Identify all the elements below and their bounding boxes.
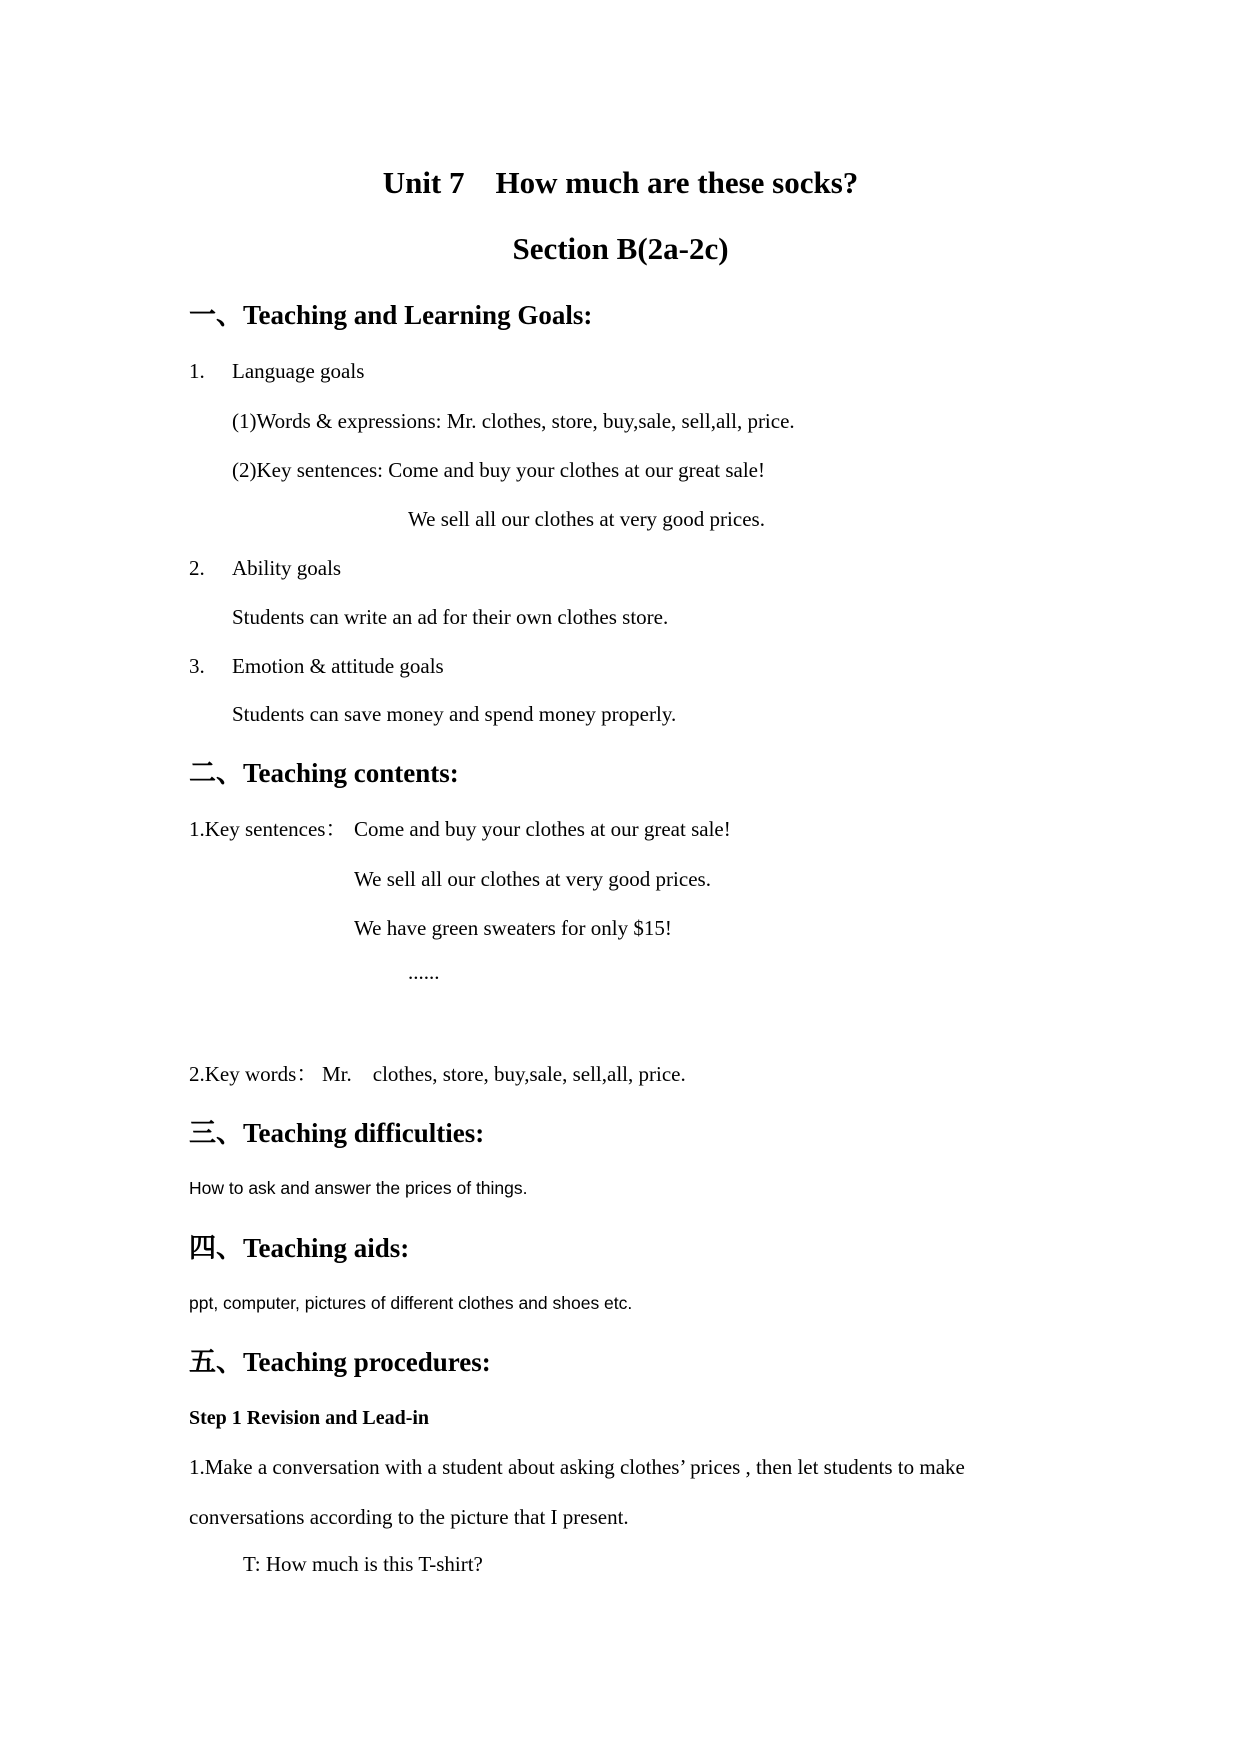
key-sentence-ellipsis: ......: [408, 960, 440, 984]
aids-heading: 四、Teaching aids:: [189, 1233, 410, 1263]
key-sentences-label: 1.Key sentences：: [189, 817, 347, 841]
key-sentence: We have green sweaters for only $15!: [354, 916, 672, 940]
goal-detail-ability: Students can write an ad for their own clothes store.: [232, 605, 669, 629]
goal-detail-key-sentence-continued: We sell all our clothes at very good prices.: [408, 507, 765, 531]
step-title: Step 1 Revision and Lead-in: [189, 1407, 430, 1429]
goal-label-ability: Ability goals: [232, 556, 342, 580]
goal-label-language: Language goals: [232, 359, 365, 383]
difficulties-text: How to ask and answer the prices of things.: [189, 1178, 528, 1198]
difficulties-heading: 三、Teaching difficulties:: [189, 1118, 485, 1148]
goal-detail-key-sentences: (2)Key sentences: Come and buy your clothes at our great sale!: [232, 458, 765, 482]
contents-heading: 二、Teaching contents:: [189, 758, 459, 788]
key-words: Mr. clothes, store, buy,sale, sell,all, price.: [322, 1062, 686, 1086]
goal-number: 2.: [189, 556, 205, 580]
aids-text: ppt, computer, pictures of different clothes and shoes etc.: [189, 1293, 633, 1313]
key-words-label: 2.Key words：: [189, 1062, 318, 1086]
goal-number: 1.: [189, 359, 205, 383]
goal-label-emotion: Emotion & attitude goals: [232, 654, 444, 678]
section-subtitle: Section B(2a-2c): [512, 231, 729, 266]
procedure-line: conversations according to the picture that I present.: [189, 1505, 629, 1529]
unit-title: Unit 7 How much are these socks?: [382, 165, 859, 200]
procedures-heading: 五、Teaching procedures:: [189, 1347, 491, 1377]
goals-heading: 一、Teaching and Learning Goals:: [189, 300, 593, 330]
goal-detail-words: (1)Words & expressions: Mr. clothes, store, buy,sale, sell,all, price.: [232, 409, 795, 433]
key-sentence: We sell all our clothes at very good prices.: [354, 867, 711, 891]
key-sentence: Come and buy your clothes at our great sale!: [354, 817, 731, 841]
goal-number: 3.: [189, 654, 205, 678]
goal-detail-emotion: Students can save money and spend money properly.: [232, 702, 677, 726]
procedure-line: 1.Make a conversation with a student about asking clothes’ prices , then let students to make: [189, 1455, 965, 1479]
dialogue-line: T: How much is this T-shirt?: [243, 1552, 483, 1576]
